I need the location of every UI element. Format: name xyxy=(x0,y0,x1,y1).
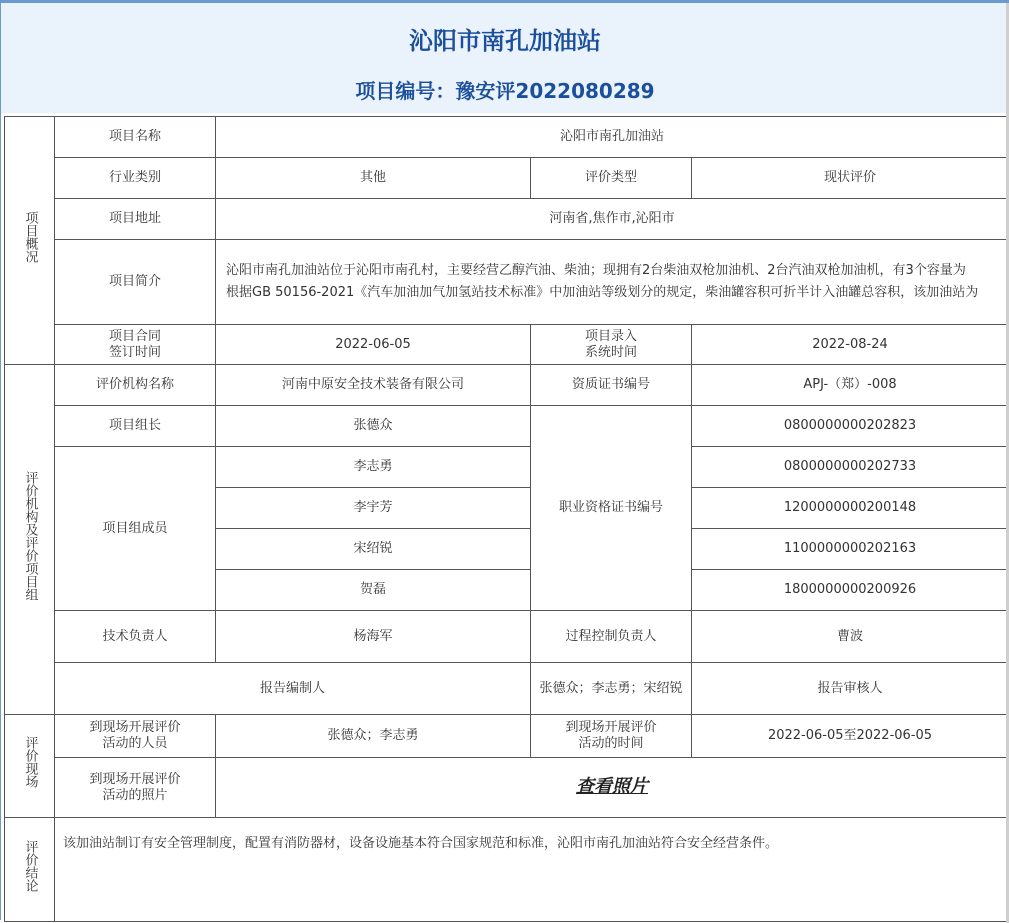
address-label: 项目地址 xyxy=(55,199,216,240)
site-photo-label xyxy=(55,758,216,818)
section-overview-label: 项目概况 xyxy=(22,210,38,263)
section-site-label: 评价现场 xyxy=(22,736,38,788)
industry-label: 行业类别 xyxy=(55,158,216,199)
member-cert: 0800000000202733 xyxy=(692,447,1009,488)
section-conclusion xyxy=(5,818,55,922)
section-org-label: 评价机构及评价项目组 xyxy=(22,470,38,601)
member-name: 贺磊 xyxy=(216,570,531,611)
conclusion-text: 该加油站制订有安全管理制度，配置有消防器材，设备设施基本符合国家规范和标准，沁阳市南孔加油站符合安全经营条件。 xyxy=(55,818,1009,922)
industry-value: 其他 xyxy=(216,158,531,199)
project-name-value: 沁阳市南孔加油站 xyxy=(216,117,1009,158)
intro-line-2: 根据GB 50156-2021《汽车加油加气加氢站技术标准》中加油站等级划分的规定，柴油罐容积可折半计入油罐总容积，该加油站为 xyxy=(226,285,979,300)
entry-date-value: 2022-08-24 xyxy=(692,325,1009,365)
intro-value xyxy=(216,240,1009,325)
intro-label: 项目简介 xyxy=(55,240,216,325)
project-code-label: 项目编号： xyxy=(355,79,456,103)
section-conclusion-label: 评价结论 xyxy=(22,839,38,892)
cert-label: 资质证书编号 xyxy=(531,365,692,406)
project-code-value: 豫安评2022080289 xyxy=(455,79,655,103)
site-photo-cell xyxy=(216,758,1009,818)
eval-type-value: 现状评价 xyxy=(692,158,1009,199)
process-lead-value: 曹波 xyxy=(692,611,1009,663)
tech-lead-label: 技术负责人 xyxy=(55,611,216,663)
report-reviewer-label: 报告审核人 xyxy=(692,663,1009,715)
report-author-label: 报告编制人 xyxy=(55,663,531,715)
site-time-label-line2: 活动的时间 xyxy=(578,736,644,751)
agency-value: 河南中原安全技术装备有限公司 xyxy=(216,365,531,406)
section-org xyxy=(5,365,55,715)
member-cert: 1200000000200148 xyxy=(692,488,1009,529)
process-lead-label: 过程控制负责人 xyxy=(531,611,692,663)
contract-date-label-line1: 项目合同 xyxy=(108,328,161,344)
intro-line-1: 沁阳市南孔加油站位于沁阳市南孔村，主要经营乙醇汽油、柴油；现拥有2台柴油双枪加油机、2台汽油双枪加油机，有3个容量为 xyxy=(226,263,966,278)
leader-cert: 0800000000202823 xyxy=(692,406,1009,447)
contract-date-value: 2022-06-05 xyxy=(216,325,531,365)
report-author-value: 张德众；李志勇；宋绍锐 xyxy=(531,663,692,715)
site-time-value: 2022-06-05至2022-06-05 xyxy=(692,715,1009,758)
project-code xyxy=(1,77,1009,105)
site-photo-label-line2: 活动的照片 xyxy=(102,787,168,803)
project-info-table xyxy=(4,116,1009,922)
qual-cert-label: 职业资格证书编号 xyxy=(531,406,692,611)
site-people-label xyxy=(55,715,216,758)
site-people-value: 张德众；李志勇 xyxy=(216,715,531,758)
view-photos-link[interactable]: 查看照片 xyxy=(576,775,648,797)
tech-lead-value: 杨海军 xyxy=(216,611,531,663)
cert-value: APJ-（郑）-008 xyxy=(692,365,1009,406)
members-label: 项目组成员 xyxy=(55,447,216,611)
project-name-label: 项目名称 xyxy=(55,117,216,158)
section-site xyxy=(5,715,55,818)
site-time-label-line1: 到现场开展评价 xyxy=(565,720,657,735)
site-photo-label-line1: 到现场开展评价 xyxy=(89,771,181,787)
entry-date-label-line1: 项目录入 xyxy=(584,328,637,344)
agency-label: 评价机构名称 xyxy=(55,365,216,406)
site-people-label-line2: 活动的人员 xyxy=(102,736,168,751)
member-name: 李宇芳 xyxy=(216,488,531,529)
section-overview xyxy=(5,117,55,365)
member-cert: 1100000000202163 xyxy=(692,529,1009,570)
member-name: 李志勇 xyxy=(216,447,531,488)
site-people-label-line1: 到现场开展评价 xyxy=(89,720,181,735)
leader-label: 项目组长 xyxy=(55,406,216,447)
member-cert: 1800000000200926 xyxy=(692,570,1009,611)
page-title: 沁阳市南孔加油站 xyxy=(409,27,601,55)
address-value: 河南省,焦作市,沁阳市 xyxy=(216,199,1009,240)
entry-date-label xyxy=(531,325,692,365)
contract-date-label-line2: 签订时间 xyxy=(108,344,161,360)
eval-type-label: 评价类型 xyxy=(531,158,692,199)
entry-date-label-line2: 系统时间 xyxy=(584,344,637,360)
leader-value: 张德众 xyxy=(216,406,531,447)
site-time-label xyxy=(531,715,692,758)
member-name: 宋绍锐 xyxy=(216,529,531,570)
contract-date-label xyxy=(55,325,216,365)
report-header xyxy=(1,3,1009,113)
